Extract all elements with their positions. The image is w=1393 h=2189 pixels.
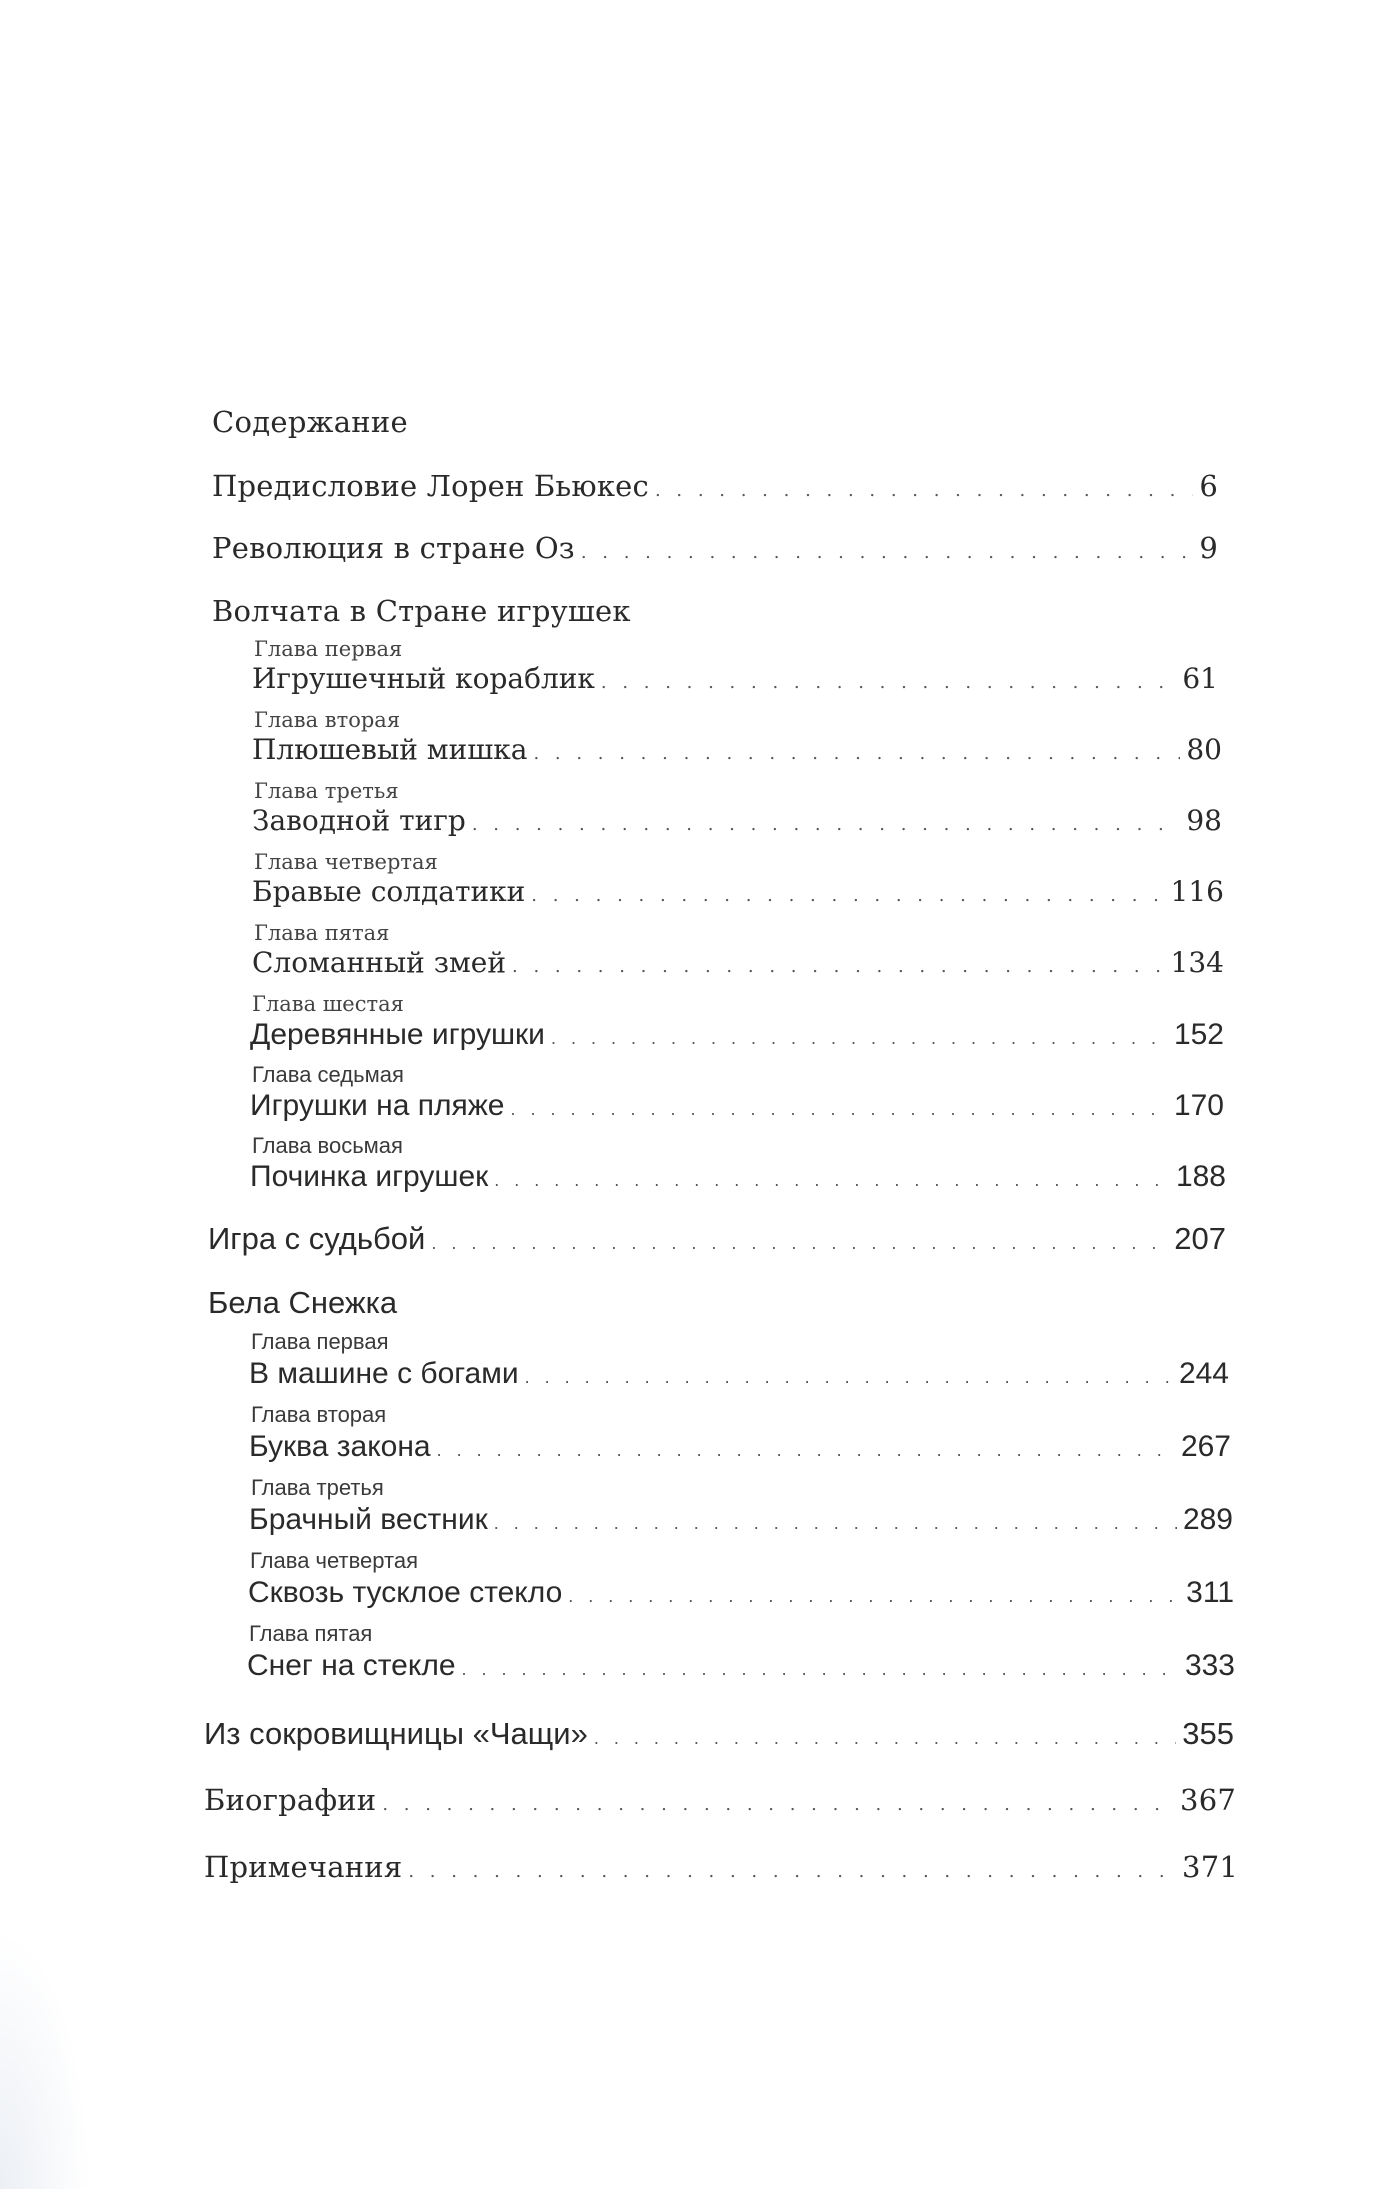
chapter-label: Глава третья [251, 1475, 384, 1500]
toc-chapter [252, 944, 1224, 986]
toc-entry-treasury [204, 1714, 1234, 1758]
chapter-label: Глава первая [251, 1329, 389, 1354]
page-number: 170 [1173, 1089, 1224, 1122]
entry-title: Заводной тигр [252, 804, 466, 837]
chapter-label: Глава вторая [254, 708, 401, 732]
entry-title: Бравые солдатики [252, 875, 526, 908]
toc-chapter [249, 1501, 1233, 1542]
dot-leader [431, 1223, 1168, 1263]
chapter-label: Глава четвертая [254, 850, 438, 874]
toc-entry-bios [204, 1780, 1236, 1825]
entry-title: В машине с богами [249, 1357, 519, 1390]
page-number: 9 [1199, 531, 1218, 565]
dot-leader [472, 806, 1181, 844]
page-number: 6 [1199, 469, 1218, 503]
page-number: 116 [1170, 875, 1224, 908]
dot-leader [512, 948, 1165, 986]
entry-title: Сломанный змей [252, 946, 506, 979]
toc-chapter [248, 1574, 1234, 1615]
entry-title: Из сокровищницы «Чащи» [204, 1716, 588, 1751]
entry-title: Сквозь тусклое стекло [248, 1576, 563, 1609]
page-number: 355 [1182, 1716, 1234, 1751]
page-number: 333 [1184, 1649, 1235, 1682]
page-number: 311 [1186, 1576, 1234, 1609]
page-number: 80 [1186, 733, 1222, 766]
toc-entry-foreword [212, 466, 1218, 511]
dot-leader [382, 1785, 1174, 1825]
chapter-label: Глава третья [254, 779, 399, 803]
toc-chapter [252, 873, 1224, 915]
dot-leader [494, 1161, 1170, 1199]
entry-title: Игрушечный кораблик [252, 662, 595, 695]
toc-chapter [250, 1087, 1224, 1128]
toc-chapter [250, 1016, 1224, 1057]
page-number: 244 [1178, 1357, 1229, 1390]
dot-leader [510, 1090, 1167, 1128]
toc-chapter [252, 731, 1222, 773]
chapter-label: Глава шестая [252, 992, 404, 1016]
chapter-label: Глава четвертая [250, 1548, 418, 1573]
entry-title: Деревянные игрушки [250, 1018, 545, 1051]
toc-entry-notes [204, 1847, 1238, 1892]
page-number: 134 [1170, 946, 1224, 979]
entry-title: Революция в стране Оз [212, 531, 575, 565]
page-number: 152 [1173, 1018, 1224, 1051]
toc-chapter [250, 1158, 1226, 1199]
entry-title: Брачный вестник [249, 1503, 488, 1536]
entry-title: Починка игрушек [250, 1160, 489, 1193]
chapter-label: Глава седьмая [252, 1062, 404, 1087]
dot-leader [408, 1852, 1176, 1892]
entry-title: Плюшевый мишка [252, 733, 528, 766]
entry-title: Буква закона [249, 1430, 431, 1463]
chapter-label: Глава вторая [251, 1402, 387, 1427]
chapter-label: Глава пятая [249, 1621, 373, 1646]
toc-entry-revolution [212, 528, 1218, 573]
chapter-label: Глава восьмая [252, 1133, 403, 1158]
dot-leader [533, 735, 1180, 773]
entry-title: Предисловие Лорен Бьюкес [212, 469, 649, 503]
entry-title: Биографии [204, 1783, 377, 1817]
page-number: 188 [1175, 1160, 1226, 1193]
dot-leader [601, 664, 1176, 702]
entry-title: Снег на стекле [247, 1649, 456, 1682]
dot-leader [551, 1019, 1168, 1057]
dot-leader [594, 1718, 1176, 1758]
page-number: 267 [1180, 1430, 1231, 1463]
page-number: 61 [1182, 662, 1218, 695]
toc-chapter [249, 1428, 1231, 1469]
toc-chapter [247, 1647, 1235, 1688]
entry-title: Примечания [204, 1850, 403, 1884]
dot-leader [437, 1431, 1175, 1469]
chapter-label: Глава первая [254, 637, 403, 661]
dot-leader [655, 471, 1193, 511]
dot-leader [462, 1650, 1179, 1688]
part-title: Волчата в Стране игрушек [212, 594, 631, 628]
toc-chapter [249, 1355, 1229, 1396]
page-number: 98 [1186, 804, 1222, 837]
entry-title: Игра с судьбой [208, 1221, 426, 1256]
dot-leader [525, 1358, 1173, 1396]
page-number: 371 [1182, 1850, 1238, 1884]
dot-leader [568, 1577, 1180, 1615]
paper-edge-shadow [0, 1929, 90, 2189]
chapter-label: Глава пятая [254, 921, 390, 945]
dot-leader [581, 533, 1194, 573]
page-number: 367 [1180, 1783, 1236, 1817]
page-number: 207 [1174, 1221, 1226, 1256]
part-title: Бела Снежка [208, 1285, 398, 1320]
entry-title: Игрушки на пляже [250, 1089, 505, 1122]
dot-leader [531, 877, 1164, 915]
toc-entry-fate [208, 1219, 1226, 1263]
toc-chapter [252, 802, 1222, 844]
toc-chapter [252, 660, 1218, 702]
page-number: 289 [1182, 1503, 1233, 1536]
toc-heading: Содержание [212, 405, 409, 439]
dot-leader [494, 1504, 1177, 1542]
